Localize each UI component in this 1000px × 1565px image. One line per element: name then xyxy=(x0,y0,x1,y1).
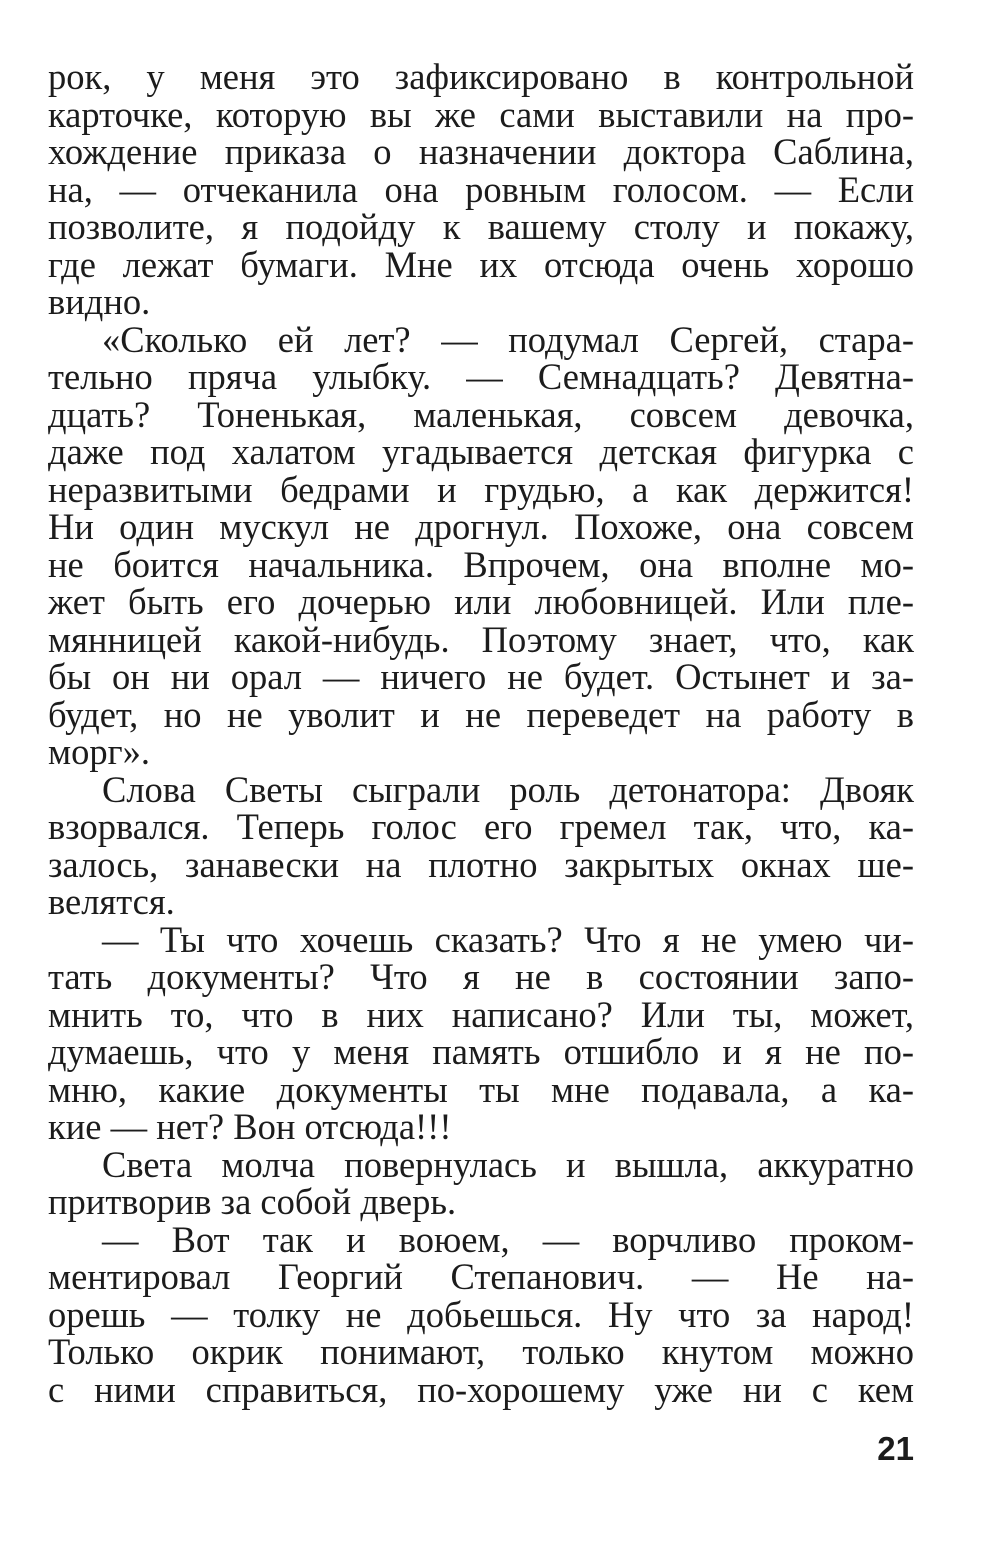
text-line: думаешь, что у меня память отшибло и я не по- xyxy=(48,1031,914,1072)
text-line: Слова Светы сыграли роль детонатора: Двояк xyxy=(102,768,914,810)
text-line: «Сколько ей лет? — подумал Сергей, стара- xyxy=(102,318,914,360)
text-line: где лежат бумаги. Мне их отсюда очень хорошо xyxy=(48,243,914,285)
text-line: мню, какие документы ты мне подавала, а ка- xyxy=(48,1068,914,1110)
text-line: с ними справиться, по-хорошему уже ни с кем xyxy=(48,1368,914,1410)
text-line: притворив за собой дверь. xyxy=(48,1181,457,1222)
text-line: кие — нет? Вон отсюда!!! xyxy=(48,1106,452,1147)
text-line: бы он ни орал — ничего не будет. Остынет и за- xyxy=(48,656,914,697)
text-line: карточке, которую вы же сами выставили на про- xyxy=(48,93,914,135)
text-line: на, — отчеканила она ровным голосом. — Если xyxy=(48,168,914,210)
text-line: орешь — толку не добьешься. Ну что за народ! xyxy=(48,1293,914,1335)
text-line: мнить то, что в них написано? Или ты, может, xyxy=(48,993,914,1035)
text-line: морг». xyxy=(48,731,150,772)
text-line: дцать? Тоненькая, маленькая, совсем девочка, xyxy=(48,393,914,435)
text-line: хождение приказа о назначении доктора Саблинa, xyxy=(48,131,914,172)
text-line: неразвитыми бедрами и грудью, а как держится! xyxy=(48,468,914,510)
text-line: не боится начальника. Впрочем, она вполне мо- xyxy=(48,543,914,585)
text-line: ментировал Георгий Степанович. — Не на- xyxy=(48,1256,914,1297)
text-line: — Вот так и воюем, — ворчливо проком- xyxy=(102,1218,914,1260)
text-line: Только окрик понимают, только кнутом можно xyxy=(48,1331,914,1372)
text-line: Света молча повернулась и вышла, аккуратно xyxy=(102,1143,914,1185)
book-page-text xyxy=(48,58,914,1408)
text-line: Ни один мускул не дрогнул. Похоже, она совсем xyxy=(48,506,914,547)
text-line: велятся. xyxy=(48,881,175,922)
text-line: тельно пряча улыбку. — Семнадцать? Девятна- xyxy=(48,356,914,397)
text-line: мянницей какой-нибудь. Поэтому знает, что, как xyxy=(48,618,914,660)
text-line: видно. xyxy=(48,281,151,322)
text-line: будет, но не уволит и не переведет на работу в xyxy=(48,693,914,735)
text-line: позволите, я подойду к вашему столу и покажу, xyxy=(48,206,914,247)
text-line: даже под халатом угадывается детская фигурка с xyxy=(48,431,914,472)
text-line: тать документы? Что я не в состоянии запо- xyxy=(48,956,914,997)
text-line: — Ты что хочешь сказать? Что я не умею чи- xyxy=(102,918,914,960)
text-line: жет быть его дочерью или любовницей. Или пле- xyxy=(48,581,914,622)
text-line: взорвался. Теперь голос его гремел так, что, ка- xyxy=(48,806,914,847)
text-line: залось, занавески на плотно закрытых окнах ше- xyxy=(48,843,914,885)
page-number: 21 xyxy=(877,1430,914,1467)
text-line: рок, у меня это зафиксировано в контрольной xyxy=(48,56,914,97)
